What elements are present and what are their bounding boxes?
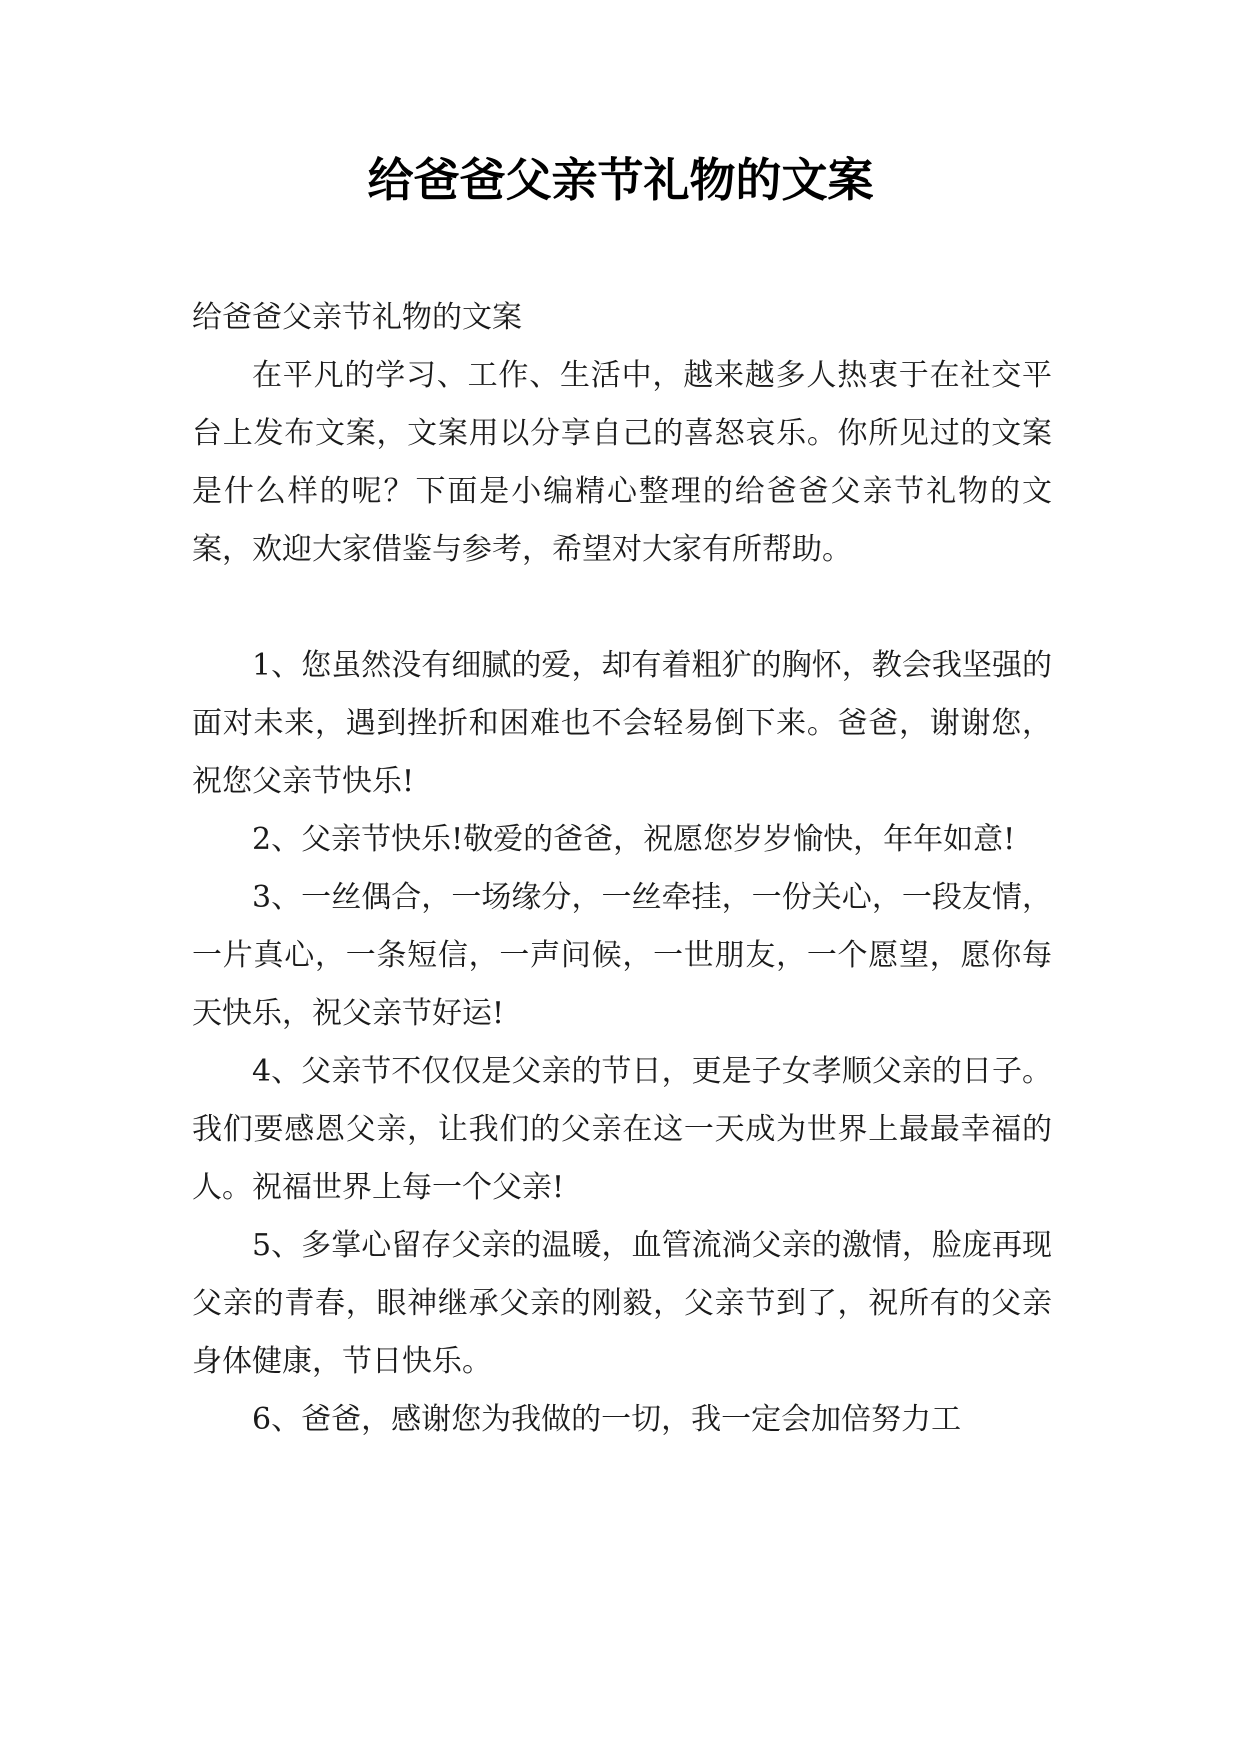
list-item: 3、一丝偶合，一场缘分，一丝牵挂，一份关心，一段友情，一片真心，一条短信，一声问候，一世朋友，一个愿望，愿你每天快乐，祝父亲节好运!	[192, 880, 1052, 1031]
document-subtitle: 给爸爸父亲节礼物的文案	[192, 300, 522, 335]
list-item: 1、您虽然没有细腻的爱，却有着粗犷的胸怀，教会我坚强的面对未来，遇到挫折和困难也不会轻易倒下来。爸爸，谢谢您，祝您父亲节快乐!	[192, 648, 1052, 799]
list-item: 2、父亲节快乐!敬爱的爸爸，祝愿您岁岁愉快，年年如意!	[252, 822, 1016, 857]
list-item: 4、父亲节不仅仅是父亲的节日，更是子女孝顺父亲的日子。我们要感恩父亲，让我们的父亲在这一天成为世界上最最幸福的人。祝福世界上每一个父亲!	[192, 1054, 1052, 1205]
page-title: 给爸爸父亲节礼物的文案	[367, 153, 874, 207]
list-item: 6、爸爸，感谢您为我做的一切，我一定会加倍努力工	[252, 1402, 962, 1437]
paragraph-spacer	[192, 579, 1052, 637]
document-body	[192, 289, 1052, 1449]
list-item: 5、多掌心留存父亲的温暖，血管流淌父亲的激情，脸庞再现父亲的青春，眼神继承父亲的刚毅，父亲节到了，祝所有的父亲身体健康，节日快乐。	[192, 1228, 1052, 1379]
intro-paragraph: 在平凡的学习、工作、生活中，越来越多人热衷于在社交平台上发布文案，文案用以分享自己的喜怒哀乐。你所见过的文案是什么样的呢？下面是小编精心整理的给爸爸父亲节礼物的文案，欢迎大家借鉴与参考，希望对大家有所帮助。	[192, 358, 1052, 567]
